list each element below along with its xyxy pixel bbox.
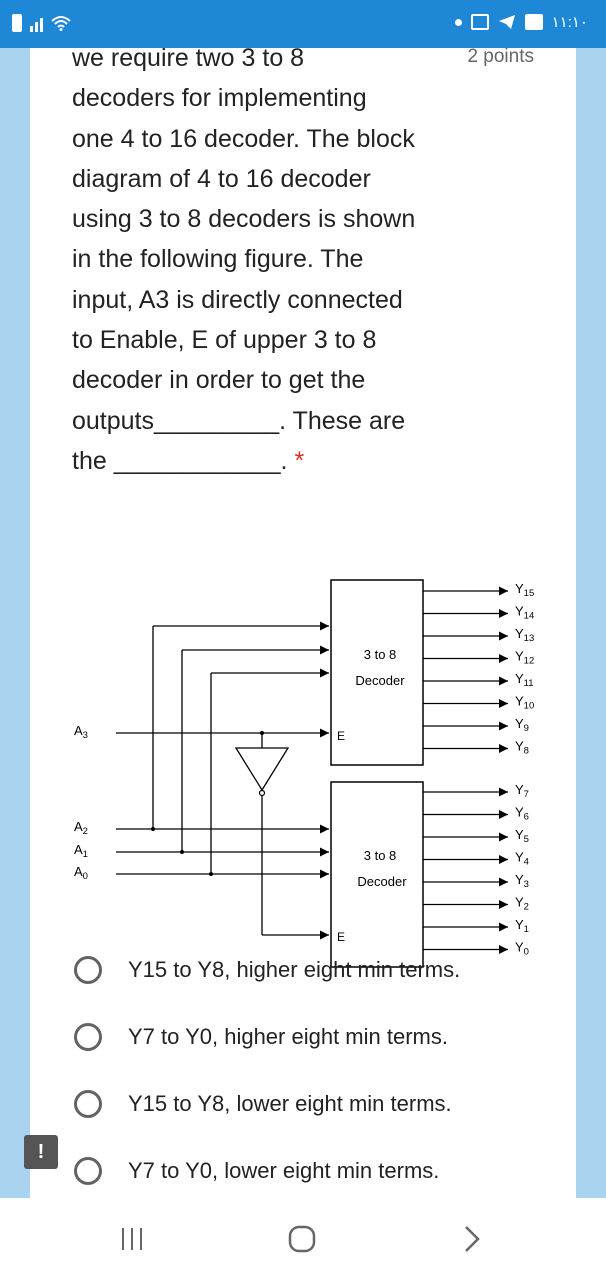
lower-enable-label: E xyxy=(337,930,346,944)
question-line: to Enable, E of upper 3 to 8 xyxy=(72,326,377,355)
input-labels xyxy=(74,723,88,882)
option-label: Y7 to Y0, lower eight min terms. xyxy=(128,1158,440,1183)
option-label: Y15 to Y8, lower eight min terms. xyxy=(128,1091,452,1116)
question-line: one 4 to 16 decoder. The block xyxy=(72,124,415,153)
recent-apps-icon xyxy=(119,1226,145,1252)
feedback-button[interactable]: ! xyxy=(24,1135,58,1169)
back-button[interactable] xyxy=(432,1198,512,1280)
radio-button[interactable] xyxy=(74,1023,102,1051)
question-line: diagram of 4 to 16 decoder xyxy=(72,164,371,193)
radio-button[interactable] xyxy=(74,1090,102,1118)
gallery-icon xyxy=(525,14,543,30)
question-line: we require two 3 to 8 xyxy=(72,44,305,72)
question-line: using 3 to 8 decoders is shown xyxy=(72,205,416,234)
option-label: Y15 to Y8, higher eight min terms. xyxy=(128,957,461,982)
output-label: $Y_{10}$ xyxy=(515,693,535,712)
input-label: $A_2$ xyxy=(74,819,88,837)
home-icon xyxy=(287,1224,317,1254)
option-2[interactable] xyxy=(74,1020,448,1054)
input-label: $A_3$ xyxy=(74,723,88,741)
status-right-icons xyxy=(455,13,588,31)
navigation-bar xyxy=(0,1198,606,1280)
back-icon xyxy=(462,1224,482,1254)
output-label: $Y_6$ xyxy=(515,804,529,823)
output-label: $Y_{14}$ xyxy=(515,603,535,622)
output-label: $Y_2$ xyxy=(515,894,529,913)
junction-dot xyxy=(209,872,213,876)
status-time: ١١:١٠ xyxy=(551,14,588,31)
keyboard-icon xyxy=(471,14,489,30)
output-label: $Y_4$ xyxy=(515,849,529,868)
option-4[interactable] xyxy=(74,1154,439,1188)
question-card xyxy=(30,44,576,1198)
upper-enable-label: E xyxy=(337,729,346,743)
upper-decoder-label-2: Decoder xyxy=(355,673,405,688)
output-label: $Y_0$ xyxy=(515,939,529,958)
junction-dot xyxy=(180,850,184,854)
battery-icon xyxy=(12,14,22,32)
output-label: $Y_5$ xyxy=(515,827,529,845)
junction-dot xyxy=(260,731,264,735)
radio-button[interactable] xyxy=(74,956,102,984)
wires xyxy=(116,626,329,935)
decoder-block-diagram xyxy=(70,528,540,968)
upper-decoder-label-1: 3 to 8 xyxy=(363,647,397,662)
home-button[interactable] xyxy=(262,1198,342,1280)
output-label: $Y_8$ xyxy=(515,738,529,757)
lower-outputs xyxy=(423,782,529,958)
output-label: $Y_1$ xyxy=(515,917,529,935)
points-label: 2 points xyxy=(467,46,534,67)
not-gate-bubble xyxy=(260,791,265,796)
wifi-icon xyxy=(51,15,71,31)
question-line: decoders for implementing xyxy=(72,84,367,113)
option-label: Y7 to Y0, higher eight min terms. xyxy=(128,1024,448,1049)
output-label: $Y_{13}$ xyxy=(515,626,535,644)
required-asterisk: * xyxy=(294,446,305,475)
question-line: the ____________. xyxy=(72,446,288,475)
input-label: $A_0$ xyxy=(74,864,88,882)
upper-outputs xyxy=(423,581,534,757)
status-left-icons xyxy=(12,14,71,32)
option-1[interactable] xyxy=(74,953,460,987)
output-label: $Y_{11}$ xyxy=(515,671,534,689)
output-label: $Y_{12}$ xyxy=(515,648,535,667)
recent-apps-button[interactable] xyxy=(92,1198,172,1280)
signal-icon xyxy=(30,14,43,32)
question-line: in the following figure. The xyxy=(72,245,364,274)
telegram-icon xyxy=(498,14,516,30)
question-line: input, A3 is directly connected xyxy=(72,285,403,314)
junction-dot xyxy=(151,827,155,831)
question-line: outputs_________. These are xyxy=(72,406,406,435)
lower-decoder-label-2: Decoder xyxy=(357,874,407,889)
output-label: $Y_{15}$ xyxy=(515,581,535,599)
option-3[interactable] xyxy=(74,1087,452,1121)
question-line: decoder in order to get the xyxy=(72,366,366,395)
not-gate xyxy=(236,748,288,790)
input-label: $A_1$ xyxy=(74,842,88,860)
lower-decoder-label-1: 3 to 8 xyxy=(363,848,397,863)
question-text xyxy=(72,38,462,481)
output-label: $Y_3$ xyxy=(515,872,529,890)
output-label: $Y_7$ xyxy=(515,782,529,800)
notification-dot-icon xyxy=(455,19,462,26)
radio-button[interactable] xyxy=(74,1157,102,1185)
output-label: $Y_9$ xyxy=(515,716,529,734)
